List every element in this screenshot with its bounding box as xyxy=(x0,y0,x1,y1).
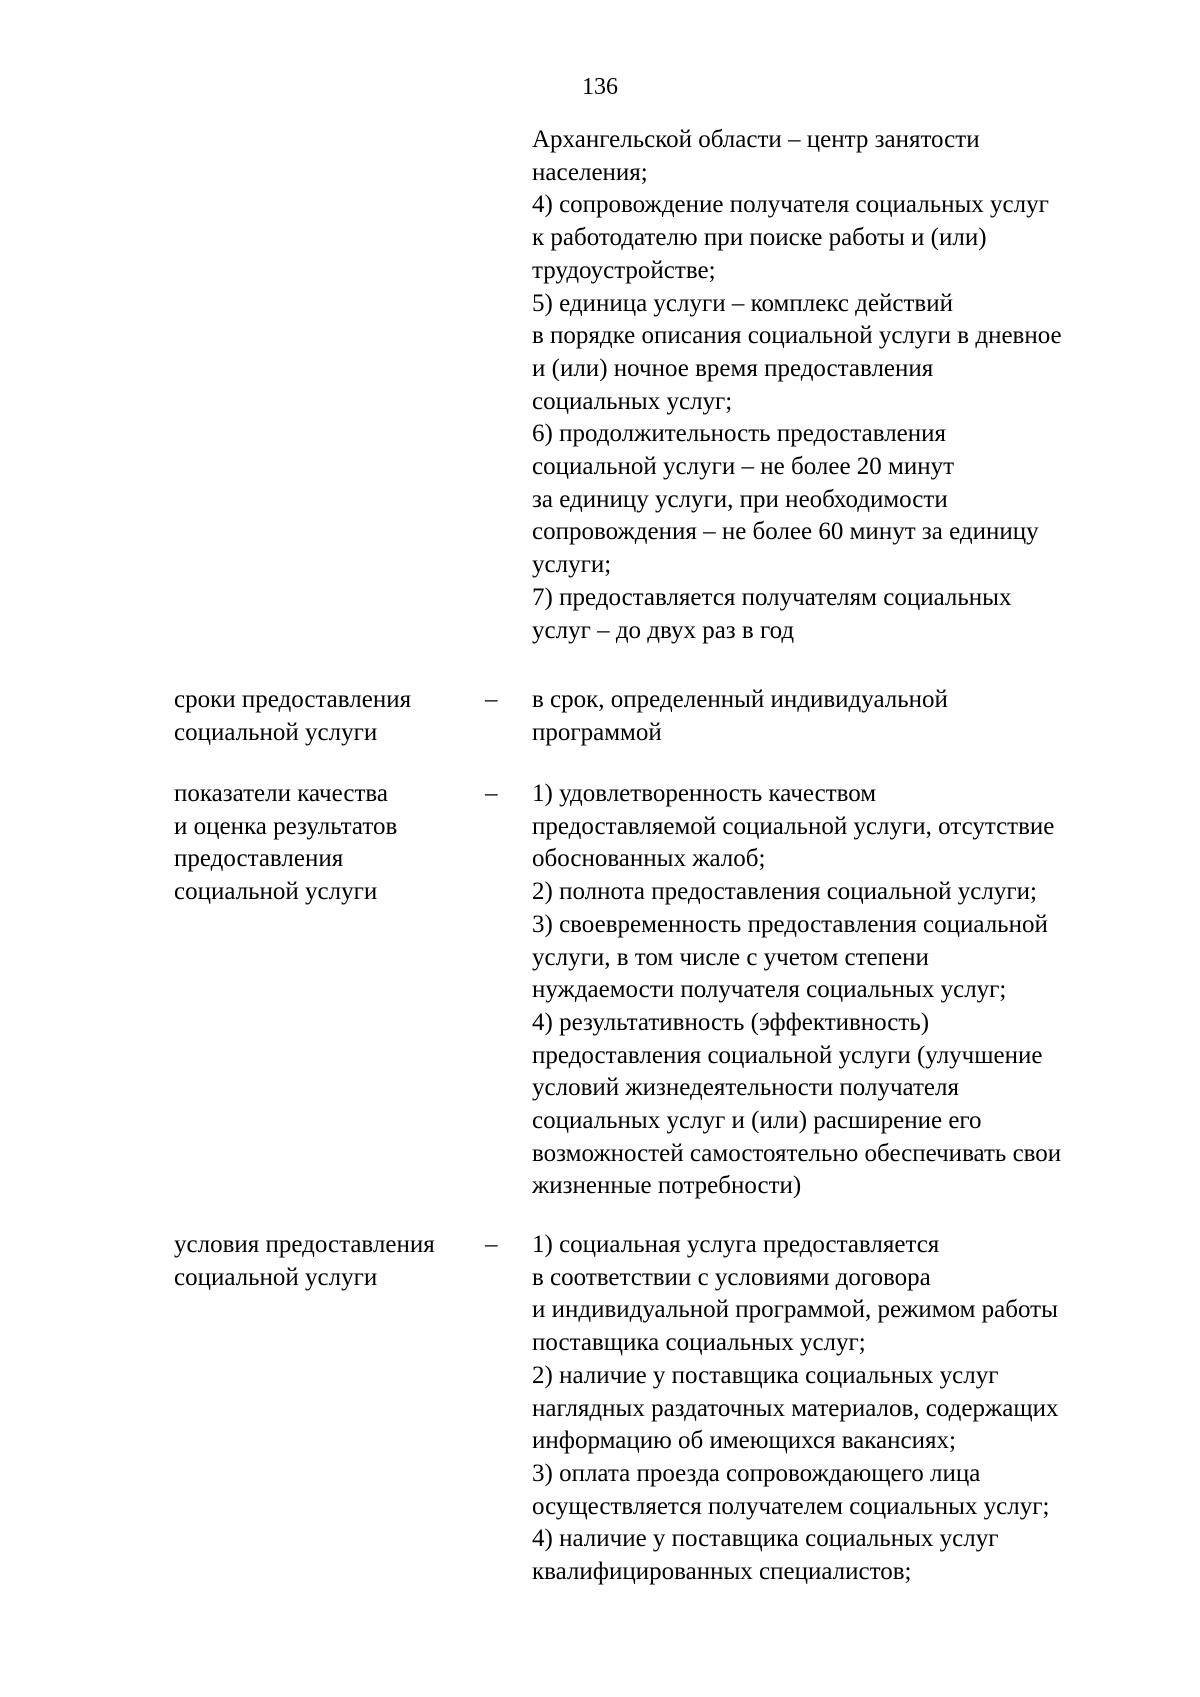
text-line: 2) полнота предоставления социальной услуги; xyxy=(532,878,1037,906)
text-line: и индивидуальной программой, режимом работы xyxy=(532,1296,1058,1324)
text-line: в срок, определенный индивидуальной xyxy=(532,686,948,713)
section-term xyxy=(174,778,484,909)
text-line: социальных услуг и (или) расширение его xyxy=(532,1107,982,1135)
separator-dash: – xyxy=(485,1231,498,1258)
text-line: 2) наличие у поставщика социальных услуг xyxy=(532,1361,999,1389)
term-line: социальной услуги xyxy=(174,1263,378,1291)
text-line: предоставляемой социальной услуги, отсутствие xyxy=(532,812,1055,840)
term-line: предоставления xyxy=(174,845,344,873)
text-line: в соответствии с условиями договора xyxy=(532,1263,931,1291)
text-line: 4) наличие у поставщика социальных услуг xyxy=(532,1525,999,1553)
text-line: наглядных раздаточных материалов, содержащих xyxy=(532,1394,1059,1422)
text-line: услуги; xyxy=(532,551,612,579)
section-definition xyxy=(532,778,1132,1203)
continuation-text xyxy=(532,124,1132,647)
text-line: нуждаемости получателя социальных услуг; xyxy=(532,976,1007,1004)
term-line: сроки предоставления xyxy=(174,686,412,713)
text-line: услуг – до двух раз в год xyxy=(532,616,795,644)
text-line: жизненные потребности) xyxy=(532,1172,802,1200)
text-line: сопровождения – не более 60 минут за единицу xyxy=(532,518,1039,546)
section-term xyxy=(174,684,484,749)
text-line: Архангельской области – центр занятости xyxy=(532,126,980,153)
text-line: 1) социальная услуга предоставляется xyxy=(532,1231,940,1258)
term-line: социальной услуги xyxy=(174,878,378,906)
text-line: за единицу услуги, при необходимости xyxy=(532,485,948,513)
text-line: предоставления социальной услуги (улучшение xyxy=(532,1041,1043,1069)
section-term xyxy=(174,1229,484,1294)
section-definition xyxy=(532,1229,1132,1589)
text-line: 3) оплата проезда сопровождающего лица xyxy=(532,1459,981,1487)
text-line: 4) результативность (эффективность) xyxy=(532,1008,930,1036)
text-line: социальной услуги – не более 20 минут xyxy=(532,453,955,481)
text-line: трудоустройстве; xyxy=(532,256,716,284)
text-line: социальных услуг; xyxy=(532,387,733,415)
term-line: показатели качества xyxy=(174,780,388,807)
separator-dash: – xyxy=(485,780,498,807)
term-line: социальной услуги xyxy=(174,718,378,746)
text-line: 3) своевременность предоставления социальной xyxy=(532,910,1048,938)
text-line: к работодателю при поиске работы и (или) xyxy=(532,224,987,252)
text-line: 6) продолжительность предоставления xyxy=(532,420,947,448)
text-line: 5) единица услуги – комплекс действий xyxy=(532,289,953,317)
text-line: условий жизнедеятельности получателя xyxy=(532,1074,959,1102)
term-line: и оценка результатов xyxy=(174,812,398,840)
separator-dash: – xyxy=(485,686,498,713)
text-line: обоснованных жалоб; xyxy=(532,845,766,873)
text-line: квалифицированных специалистов; xyxy=(532,1558,912,1586)
text-line: 4) сопровождение получателя социальных услуг xyxy=(532,191,1049,219)
text-line: в порядке описания социальной услуги в дневное xyxy=(532,322,1062,350)
text-line: осуществляется получателем социальных услуг; xyxy=(532,1492,1050,1520)
text-line: поставщика социальных услуг; xyxy=(532,1329,866,1357)
text-line: и (или) ночное время предоставления xyxy=(532,354,934,382)
text-line: информацию об имеющихся вакансиях; xyxy=(532,1427,956,1455)
term-line: условия предоставления xyxy=(174,1231,435,1258)
page-number: 136 xyxy=(582,74,618,100)
text-line: возможностей самостоятельно обеспечивать свои xyxy=(532,1139,1062,1167)
section-definition xyxy=(532,684,1132,749)
text-line: программой xyxy=(532,718,662,746)
text-line: услуги, в том числе с учетом степени xyxy=(532,943,929,971)
text-line: 7) предоставляется получателям социальных xyxy=(532,583,1012,611)
text-line: населения; xyxy=(532,158,648,186)
text-line: 1) удовлетворенность качеством xyxy=(532,780,877,807)
